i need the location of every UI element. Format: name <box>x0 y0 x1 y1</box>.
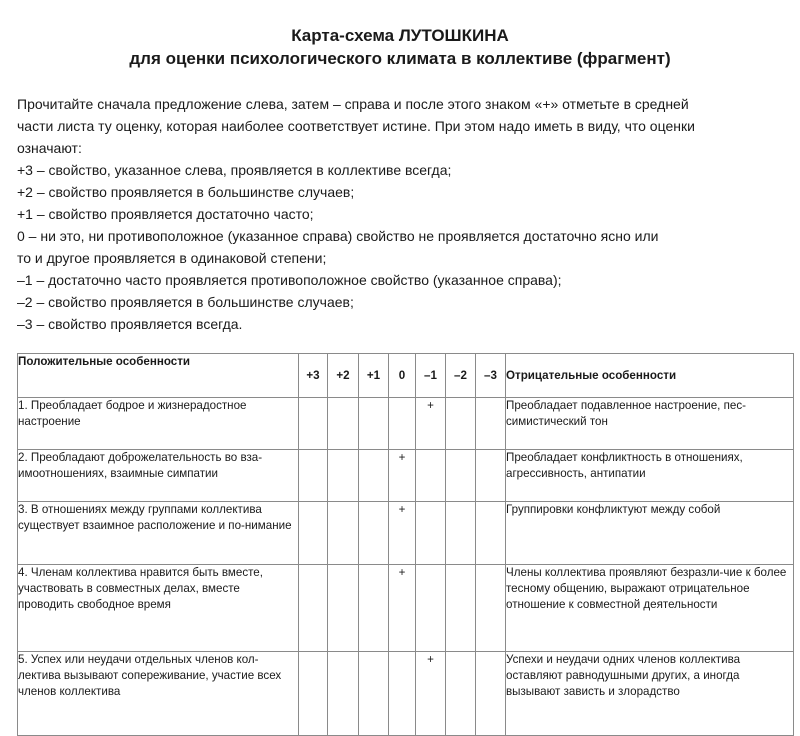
score-cell[interactable] <box>299 398 328 450</box>
score-legend-item: –1 – достаточно часто проявляется противоположное свойство (указанное справа); <box>17 272 562 288</box>
negative-trait: Успехи и неудачи одних членов коллектива оставляют равнодушными других, а иногда вызывают зависть и злорадство <box>506 652 794 736</box>
score-legend-item: –3 – свойство проявляется всегда. <box>17 316 243 332</box>
score-header: –1 <box>416 354 446 398</box>
score-cell[interactable] <box>446 565 476 652</box>
score-cell[interactable] <box>328 652 359 736</box>
table-row <box>18 398 794 450</box>
score-cell[interactable]: + <box>389 450 416 502</box>
score-legend-item: –2 – свойство проявляется в большинстве случаев; <box>17 294 354 310</box>
score-cell[interactable] <box>328 565 359 652</box>
score-cell[interactable]: + <box>416 652 446 736</box>
score-cell[interactable] <box>476 450 506 502</box>
score-cell[interactable] <box>359 652 389 736</box>
score-header: +3 <box>299 354 328 398</box>
score-cell[interactable] <box>389 652 416 736</box>
score-cell[interactable] <box>416 450 446 502</box>
score-cell[interactable] <box>299 450 328 502</box>
score-cell[interactable] <box>359 398 389 450</box>
table-row <box>18 565 794 652</box>
instructions <box>17 93 777 335</box>
score-cell[interactable]: + <box>389 565 416 652</box>
score-cell[interactable] <box>359 502 389 565</box>
score-cell[interactable] <box>476 398 506 450</box>
score-cell[interactable] <box>359 450 389 502</box>
instructions-line: означают: <box>17 140 82 156</box>
score-legend-item: +1 – свойство проявляется достаточно часто; <box>17 206 314 222</box>
positive-trait: 5. Успех или неудачи отдельных членов кол-лектива вызывают сопереживание, участие всех членов коллектива <box>18 652 299 736</box>
assessment-table <box>17 353 794 736</box>
positive-column-header: Положительные особенности <box>18 354 299 398</box>
table-row <box>18 502 794 565</box>
instructions-line: Прочитайте сначала предложение слева, затем – справа и после этого знаком «+» отметьте в средней <box>17 96 689 112</box>
table-row <box>18 450 794 502</box>
score-legend-item: то и другое проявляется в одинаковой степени; <box>17 250 327 266</box>
negative-trait: Члены коллектива проявляют безразли-чие к более тесному общению, выражают отрицательное отношение к совместной деятельности <box>506 565 794 652</box>
score-cell[interactable] <box>446 502 476 565</box>
score-legend-item: +2 – свойство проявляется в большинстве случаев; <box>17 184 355 200</box>
score-cell[interactable] <box>446 450 476 502</box>
score-cell[interactable] <box>299 565 328 652</box>
score-cell[interactable] <box>389 398 416 450</box>
score-header: +1 <box>359 354 389 398</box>
negative-trait: Преобладает подавленное настроение, пес-симистический тон <box>506 398 794 450</box>
score-cell[interactable] <box>328 502 359 565</box>
score-cell[interactable] <box>416 565 446 652</box>
negative-trait: Группировки конфликтуют между собой <box>506 502 794 565</box>
score-cell[interactable] <box>416 502 446 565</box>
instructions-line: части листа ту оценку, которая наиболее соответствует истине. При этом надо иметь в виду, что оценки <box>17 118 695 134</box>
negative-column-header: Отрицательные особенности <box>506 354 794 398</box>
score-header: +2 <box>328 354 359 398</box>
score-cell[interactable] <box>476 502 506 565</box>
positive-trait: 2. Преобладают доброжелательность во вза-имоотношениях, взаимные симпатии <box>18 450 299 502</box>
score-cell[interactable] <box>328 450 359 502</box>
score-header: 0 <box>389 354 416 398</box>
table-header-row <box>18 354 794 398</box>
score-cell[interactable]: + <box>416 398 446 450</box>
document-title: Карта-схема ЛУТОШКИНА <box>291 26 509 45</box>
score-header: –2 <box>446 354 476 398</box>
score-legend-item: 0 – ни это, ни противоположное (указанное справа) свойство не проявляется достаточно ясно или <box>17 228 659 244</box>
score-cell[interactable] <box>299 502 328 565</box>
score-cell[interactable] <box>476 652 506 736</box>
positive-trait: 4. Членам коллектива нравится быть вместе, участвовать в совместных делах, вместе проводить свободное время <box>18 565 299 652</box>
document-subtitle: для оценки психологического климата в коллективе (фрагмент) <box>129 49 671 68</box>
score-cell[interactable]: + <box>389 502 416 565</box>
score-cell[interactable] <box>446 398 476 450</box>
score-header: –3 <box>476 354 506 398</box>
table-row <box>18 652 794 736</box>
score-cell[interactable] <box>328 398 359 450</box>
score-cell[interactable] <box>359 565 389 652</box>
score-cell[interactable] <box>476 565 506 652</box>
score-legend-item: +3 – свойство, указанное слева, проявляется в коллективе всегда; <box>17 162 452 178</box>
negative-trait: Преобладает конфликтность в отношениях, агрессивность, антипатии <box>506 450 794 502</box>
score-cell[interactable] <box>446 652 476 736</box>
score-cell[interactable] <box>299 652 328 736</box>
positive-trait: 1. Преобладает бодрое и жизнерадостное настроение <box>18 398 299 450</box>
positive-trait: 3. В отношениях между группами коллектива существует взаимное расположение и по-нимание <box>18 502 299 565</box>
